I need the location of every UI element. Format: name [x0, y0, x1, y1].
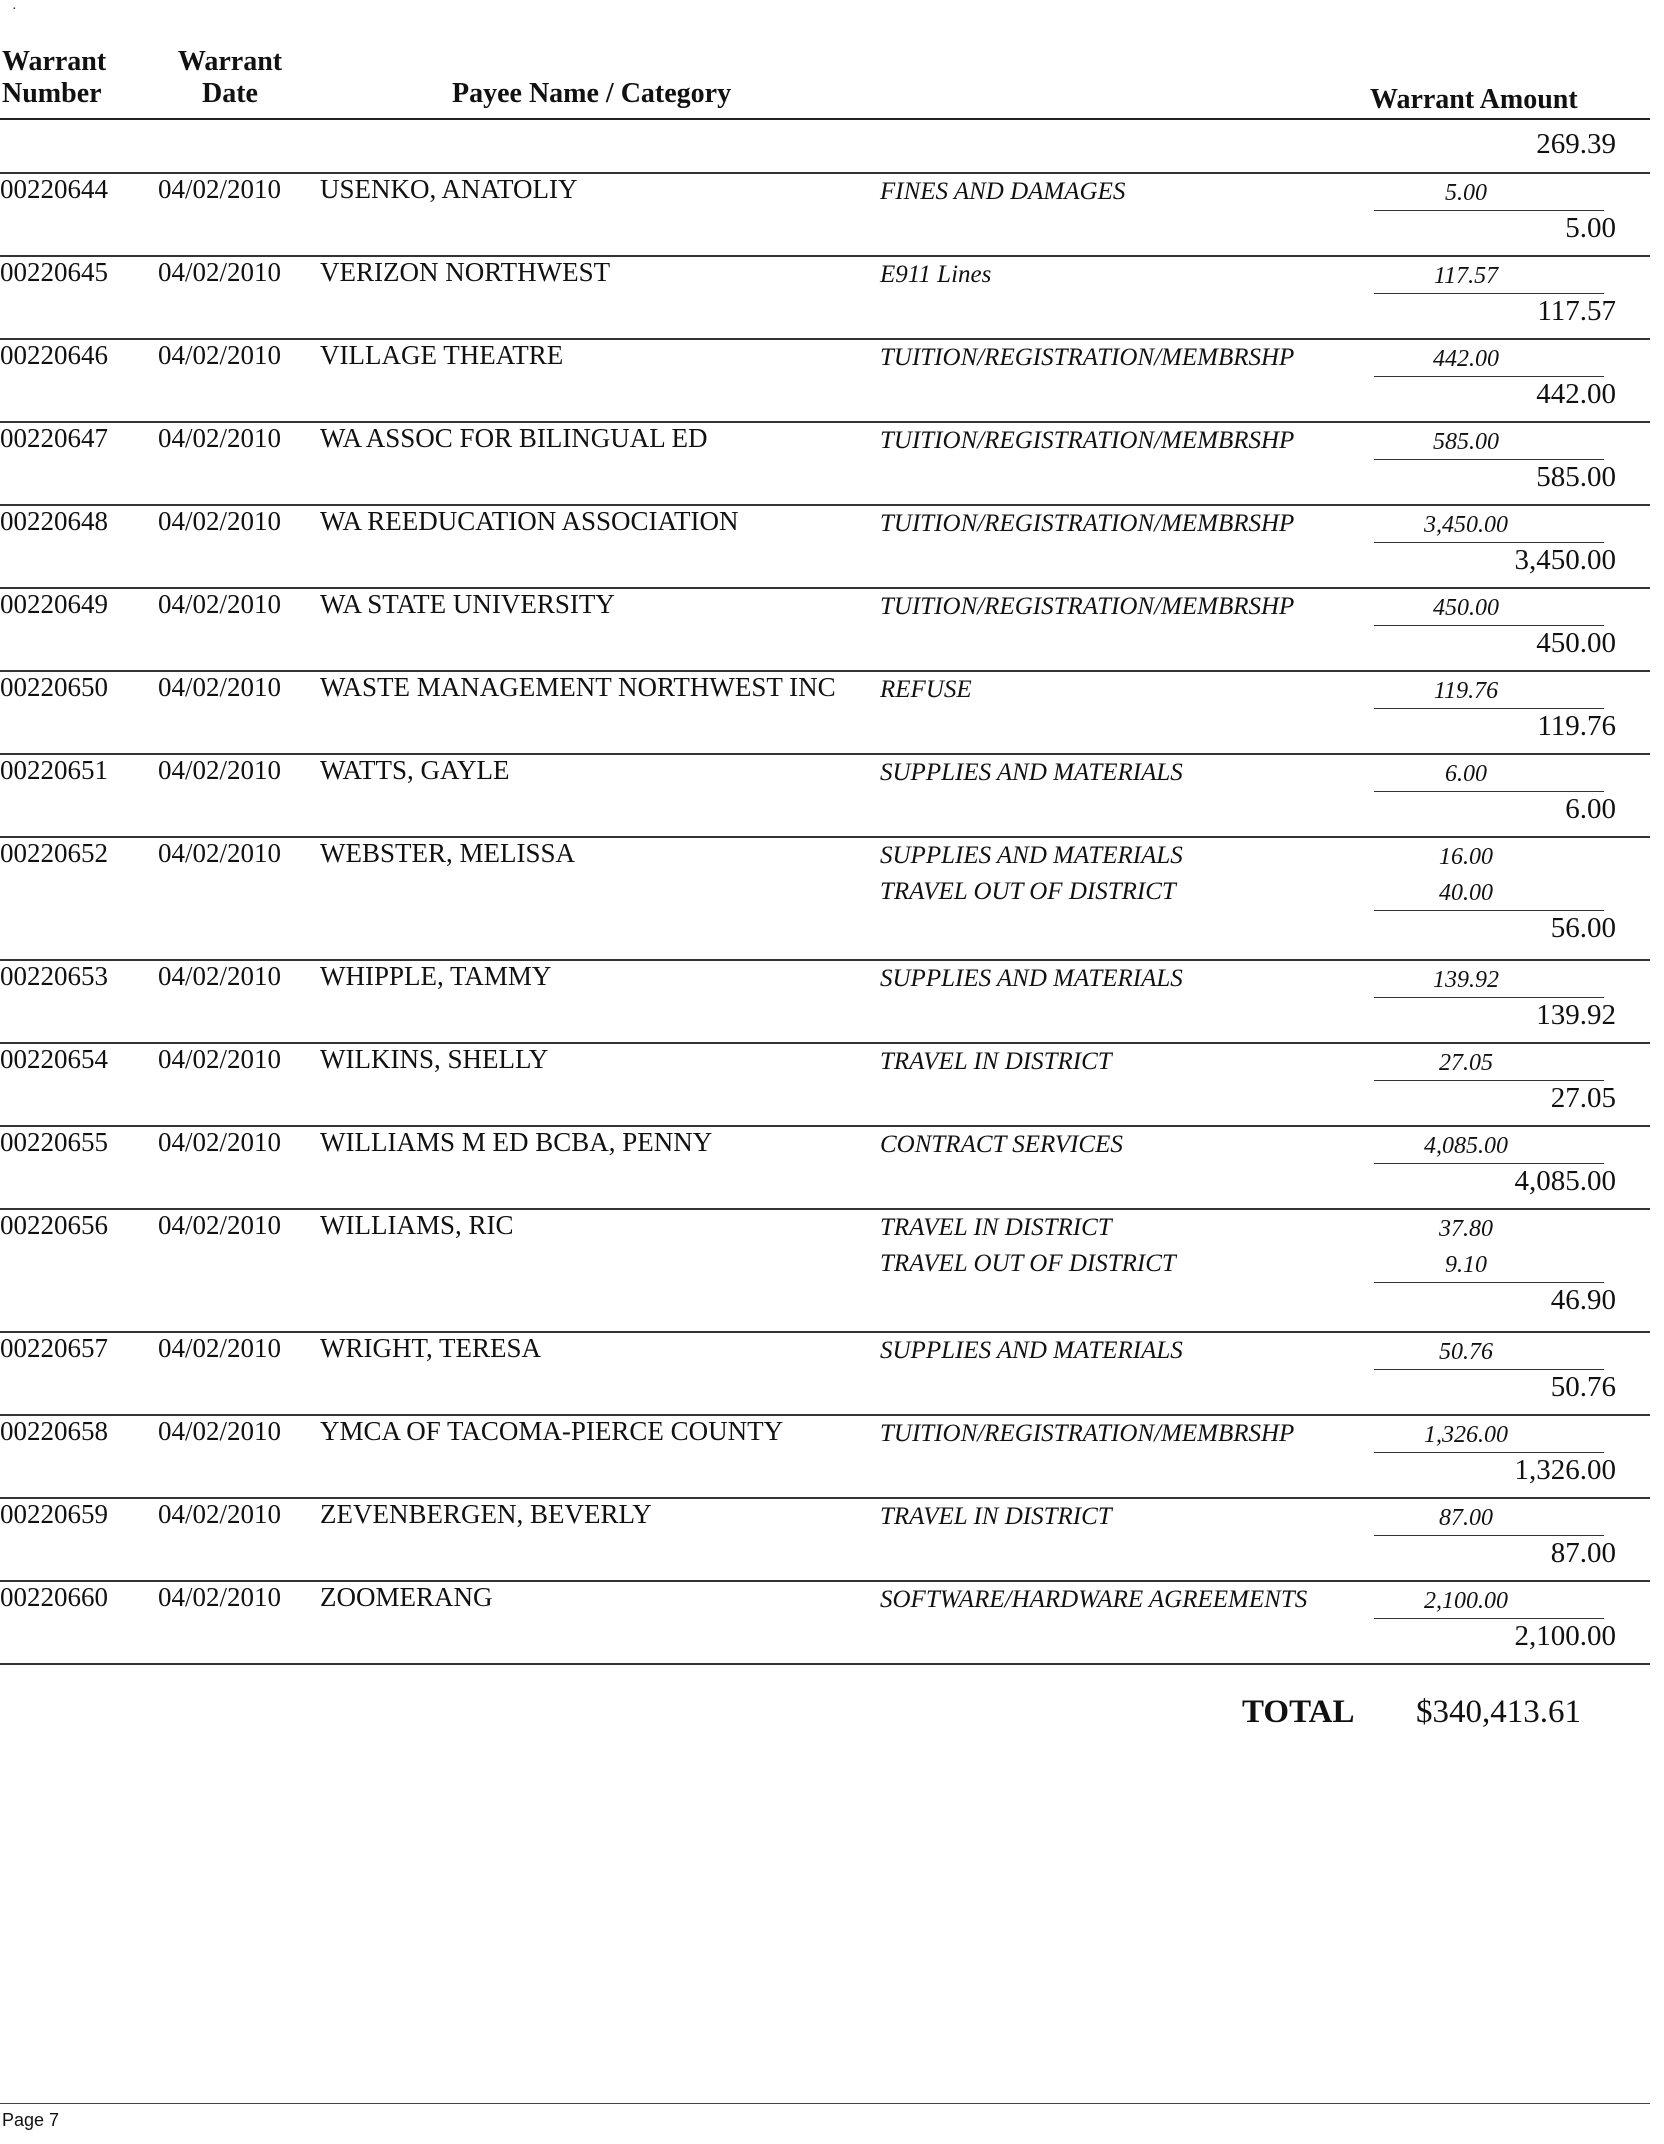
warrant-number: 00220655	[0, 1127, 108, 1157]
table-row	[0, 1103, 1664, 1197]
carry-forward-amount: 269.39	[1536, 128, 1616, 160]
line-amount: 37.80	[1439, 1216, 1493, 1242]
warrant-number: 00220646	[0, 340, 108, 370]
subtotal-rule	[1374, 1535, 1604, 1536]
line-amount: 1,326.00	[1424, 1422, 1508, 1448]
category: REFUSE	[880, 676, 972, 703]
subtotal-rule	[1374, 542, 1604, 543]
subtotal-rule	[1374, 376, 1604, 377]
warrant-number: 00220647	[0, 423, 108, 453]
warrant-amount: 450.00	[1536, 627, 1616, 659]
category: E911 Lines	[880, 261, 992, 288]
payee-name: ZEVENBERGEN, BEVERLY	[320, 1499, 652, 1529]
table-row	[0, 1186, 1664, 1316]
line-amount: 9.10	[1445, 1252, 1487, 1278]
header-amount: Warrant Amount	[1370, 84, 1578, 115]
warrant-number: 00220651	[0, 755, 108, 785]
line-amount: 5.00	[1445, 180, 1487, 206]
warrant-date: 04/02/2010	[158, 589, 282, 619]
line-amount: 139.92	[1433, 967, 1499, 993]
subtotal-rule	[1374, 1282, 1604, 1283]
warrant-amount: 3,450.00	[1514, 544, 1616, 576]
warrant-amount: 27.05	[1550, 1082, 1616, 1114]
table-row	[0, 814, 1664, 944]
warrant-amount: 87.00	[1550, 1537, 1616, 1569]
payee-name: WEBSTER, MELISSA	[320, 838, 576, 868]
subtotal-rule	[1374, 1369, 1604, 1370]
payee-name: WATTS, GAYLE	[320, 755, 510, 785]
subtotal-rule	[1374, 997, 1604, 998]
payee-name: USENKO, ANATOLIY	[320, 174, 578, 204]
warrant-date: 04/02/2010	[158, 1416, 282, 1446]
warrant-date: 04/02/2010	[158, 1127, 282, 1157]
line-amount: 119.76	[1433, 678, 1499, 704]
warrant-amount: 1,326.00	[1514, 1454, 1616, 1486]
subtotal-rule	[1374, 910, 1604, 911]
category: TRAVEL OUT OF DISTRICT	[880, 878, 1176, 905]
warrant-date: 04/02/2010	[158, 1044, 282, 1074]
warrant-amount: 585.00	[1536, 461, 1616, 493]
warrant-number: 00220644	[0, 174, 108, 204]
warrant-number: 00220653	[0, 961, 108, 991]
warrant-date: 04/02/2010	[158, 1210, 282, 1240]
warrant-date: 04/02/2010	[158, 961, 282, 991]
scan-mark: ·	[12, 2, 17, 17]
header-payee: Payee Name / Category	[452, 78, 732, 109]
category: TRAVEL IN DISTRICT	[880, 1048, 1112, 1075]
table-row	[0, 316, 1664, 410]
warrant-number: 00220649	[0, 589, 108, 619]
subtotal-rule	[1374, 791, 1604, 792]
line-amount: 4,085.00	[1424, 1133, 1508, 1159]
table-row	[0, 1475, 1664, 1569]
table-row	[0, 1020, 1664, 1114]
warrant-amount: 46.90	[1550, 1284, 1616, 1316]
category: TRAVEL IN DISTRICT	[880, 1214, 1112, 1241]
category: TUITION/REGISTRATION/MEMBRSHP	[880, 1420, 1295, 1447]
table-bottom-rule	[0, 1663, 1650, 1665]
warrant-number: 00220652	[0, 838, 108, 868]
line-amount: 117.57	[1433, 263, 1499, 289]
table-row	[0, 482, 1664, 576]
footer-rule	[0, 2103, 1650, 2104]
payee-name: WILKINS, SHELLY	[320, 1044, 549, 1074]
warrant-amount: 5.00	[1565, 212, 1616, 244]
warrant-number: 00220657	[0, 1333, 108, 1363]
warrant-number: 00220656	[0, 1210, 108, 1240]
warrant-number: 00220654	[0, 1044, 108, 1074]
table-row	[0, 1309, 1664, 1403]
category: SOFTWARE/HARDWARE AGREEMENTS	[880, 1586, 1308, 1613]
subtotal-rule	[1374, 210, 1604, 211]
category: TRAVEL OUT OF DISTRICT	[880, 1250, 1176, 1277]
warrant-date: 04/02/2010	[158, 1333, 282, 1363]
table-row	[0, 648, 1664, 742]
header-rule	[0, 118, 1650, 120]
line-amount: 2,100.00	[1424, 1588, 1508, 1614]
warrant-table	[0, 150, 1664, 1652]
warrant-amount: 119.76	[1537, 710, 1616, 742]
payee-name: WA STATE UNIVERSITY	[320, 589, 615, 619]
warrant-amount: 2,100.00	[1514, 1620, 1616, 1652]
line-amount: 16.00	[1439, 844, 1493, 870]
table-row	[0, 1392, 1664, 1486]
category: TUITION/REGISTRATION/MEMBRSHP	[880, 427, 1295, 454]
subtotal-rule	[1374, 1618, 1604, 1619]
warrant-amount: 442.00	[1536, 378, 1616, 410]
table-row	[0, 150, 1664, 244]
total-value: $340,413.61	[1416, 1694, 1581, 1730]
line-amount: 585.00	[1433, 429, 1499, 455]
warrant-number: 00220645	[0, 257, 108, 287]
line-amount: 442.00	[1433, 346, 1499, 372]
warrant-date: 04/02/2010	[158, 506, 282, 536]
line-amount: 27.05	[1439, 1050, 1493, 1076]
subtotal-rule	[1374, 1452, 1604, 1453]
payee-name: VERIZON NORTHWEST	[320, 257, 611, 287]
warrant-amount: 139.92	[1536, 999, 1616, 1031]
header-warrant-date-line2: Date	[202, 78, 258, 109]
warrant-amount: 117.57	[1537, 295, 1616, 327]
line-amount: 450.00	[1433, 595, 1499, 621]
warrant-date: 04/02/2010	[158, 174, 282, 204]
warrant-number: 00220660	[0, 1582, 108, 1612]
category: TRAVEL IN DISTRICT	[880, 1503, 1112, 1530]
header-warrant-number-line2: Number	[2, 78, 102, 109]
warrant-date: 04/02/2010	[158, 423, 282, 453]
warrant-number: 00220650	[0, 672, 108, 702]
warrant-amount: 4,085.00	[1514, 1165, 1616, 1197]
category: TUITION/REGISTRATION/MEMBRSHP	[880, 344, 1295, 371]
payee-name: WILLIAMS, RIC	[320, 1210, 514, 1240]
payee-name: WHIPPLE, TAMMY	[320, 961, 552, 991]
warrant-number: 00220659	[0, 1499, 108, 1529]
line-amount: 50.76	[1439, 1339, 1493, 1365]
line-amount: 6.00	[1445, 761, 1487, 787]
table-row	[0, 233, 1664, 327]
subtotal-rule	[1374, 1080, 1604, 1081]
payee-name: WA ASSOC FOR BILINGUAL ED	[320, 423, 708, 453]
total-label: TOTAL	[1242, 1694, 1355, 1730]
subtotal-rule	[1374, 293, 1604, 294]
payee-name: VILLAGE THEATRE	[320, 340, 564, 370]
category: SUPPLIES AND MATERIALS	[880, 842, 1183, 869]
header-warrant-number-line1: Warrant	[2, 46, 107, 77]
warrant-date: 04/02/2010	[158, 672, 282, 702]
category: SUPPLIES AND MATERIALS	[880, 759, 1183, 786]
category: TUITION/REGISTRATION/MEMBRSHP	[880, 593, 1295, 620]
warrant-date: 04/02/2010	[158, 257, 282, 287]
category: FINES AND DAMAGES	[880, 178, 1126, 205]
warrant-date: 04/02/2010	[158, 1582, 282, 1612]
table-row	[0, 937, 1664, 1031]
category: CONTRACT SERVICES	[880, 1131, 1123, 1158]
category: TUITION/REGISTRATION/MEMBRSHP	[880, 510, 1295, 537]
warrant-date: 04/02/2010	[158, 838, 282, 868]
payee-name: YMCA OF TACOMA-PIERCE COUNTY	[320, 1416, 784, 1446]
warrant-amount: 56.00	[1550, 912, 1616, 944]
payee-name: WILLIAMS M ED BCBA, PENNY	[320, 1127, 713, 1157]
header-warrant-date	[150, 46, 310, 110]
subtotal-rule	[1374, 459, 1604, 460]
header-warrant-date-line1: Warrant	[177, 46, 283, 77]
warrant-number: 00220658	[0, 1416, 108, 1446]
page-number: Page 7	[2, 2110, 60, 2130]
payee-name: ZOOMERANG	[320, 1582, 493, 1612]
header-warrant-number	[2, 46, 106, 110]
warrant-date: 04/02/2010	[158, 1499, 282, 1529]
table-row	[0, 731, 1664, 825]
subtotal-rule	[1374, 708, 1604, 709]
table-row	[0, 565, 1664, 659]
subtotal-rule	[1374, 625, 1604, 626]
warrant-number: 00220648	[0, 506, 108, 536]
warrant-date: 04/02/2010	[158, 755, 282, 785]
payee-name: WA REEDUCATION ASSOCIATION	[320, 506, 739, 536]
table-row	[0, 399, 1664, 493]
line-amount: 40.00	[1439, 880, 1493, 906]
payee-name: WASTE MANAGEMENT NORTHWEST INC	[320, 672, 836, 702]
warrant-amount: 50.76	[1550, 1371, 1616, 1403]
warrant-date: 04/02/2010	[158, 340, 282, 370]
table-row	[0, 1558, 1664, 1652]
category: SUPPLIES AND MATERIALS	[880, 1337, 1183, 1364]
payee-name: WRIGHT, TERESA	[320, 1333, 541, 1363]
line-amount: 87.00	[1439, 1505, 1493, 1531]
subtotal-rule	[1374, 1163, 1604, 1164]
line-amount: 3,450.00	[1424, 512, 1508, 538]
category: SUPPLIES AND MATERIALS	[880, 965, 1183, 992]
warrant-amount: 6.00	[1565, 793, 1616, 825]
